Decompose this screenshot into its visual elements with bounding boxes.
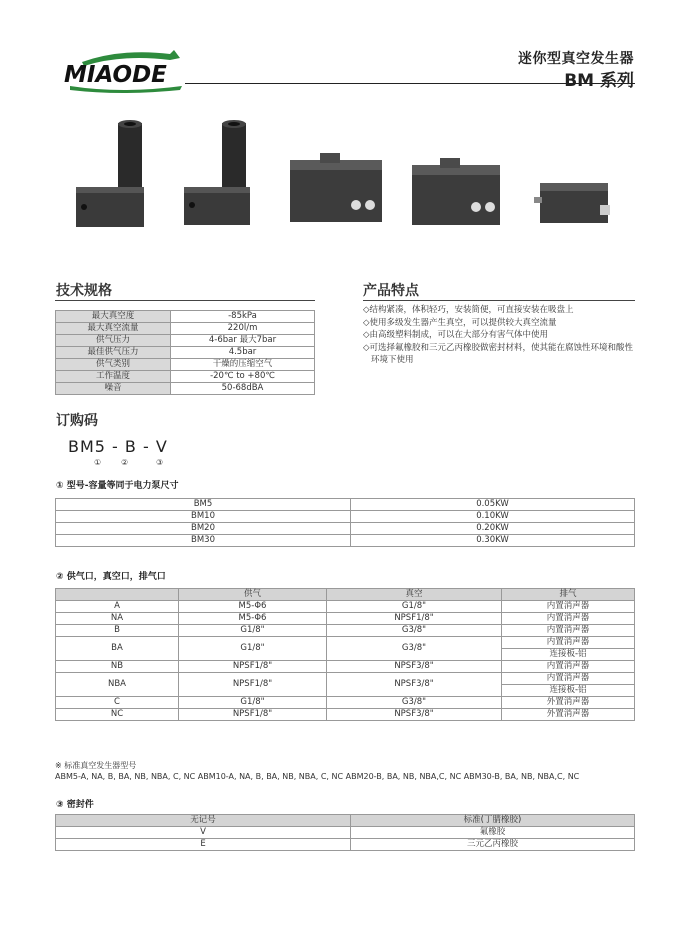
spec-row — [56, 323, 315, 335]
order-code: BM5 - B - V — [68, 437, 168, 456]
port-header: 真空 — [327, 589, 502, 601]
product-bm20 — [412, 158, 500, 225]
port-exhaust: 内置消声器 — [502, 637, 635, 649]
port-supply: G1/8" — [179, 697, 327, 709]
seal-code: V — [56, 827, 351, 839]
features-list — [363, 304, 638, 367]
product-bm5-vertical-1 — [76, 120, 144, 227]
spec-label: 最大真空度 — [56, 311, 171, 323]
port-code: NB — [56, 661, 179, 673]
page-title: 迷你型真空发生器 — [518, 51, 634, 67]
port-header-row — [56, 589, 635, 601]
order-marker-2: ② — [121, 458, 129, 467]
order-title: 订购码 — [56, 413, 98, 429]
spec-value: 干燥的压缩空气 — [171, 359, 315, 371]
feature-item: ◇由高级塑料制成，可以在大部分有害气体中使用 — [363, 330, 549, 340]
seal-table — [55, 814, 635, 851]
standard-models-note: ※ 标准真空发生器型号 — [55, 761, 137, 770]
feature-item: ◇可选择氟橡胶和三元乙丙橡胶做密封材料，使其能在腐蚀性环境和酸性环境下使用 — [363, 342, 634, 365]
model-table — [55, 498, 635, 547]
model-row — [56, 523, 635, 535]
miaode-logo — [62, 46, 188, 94]
model-row — [56, 511, 635, 523]
spec-row — [56, 371, 315, 383]
port-code: NBA — [56, 673, 179, 697]
spec-row — [56, 335, 315, 347]
seal-header: 标准(丁腈橡胶) — [351, 815, 635, 827]
product-bm5-vertical-2 — [184, 120, 250, 225]
port-supply: M5-Φ6 — [179, 613, 327, 625]
port-row — [56, 661, 635, 673]
model-section-title: ① 型号-容量等同于电力泵尺寸 — [56, 481, 179, 491]
port-exhaust: 内置消声器 — [502, 661, 635, 673]
spec-value: 220l/m — [171, 323, 315, 335]
port-supply: NPSF1/8" — [179, 709, 327, 721]
port-code: A — [56, 601, 179, 613]
order-marker-3: ③ — [156, 458, 164, 467]
seal-material: 氟橡胶 — [351, 827, 635, 839]
features-title: 产品特点 — [363, 283, 419, 299]
port-code: B — [56, 625, 179, 637]
port-exhaust: 内置消声器 — [502, 673, 635, 685]
specs-title: 技术规格 — [56, 283, 112, 299]
feature-item: ◇结构紧凑，体积轻巧，安装简便，可直接安装在吸盘上 — [363, 305, 574, 315]
model-code: BM10 — [56, 511, 351, 523]
spec-label: 供气类别 — [56, 359, 171, 371]
model-power: 0.20KW — [351, 523, 635, 535]
port-section-title: ② 供气口，真空口，排气口 — [56, 572, 166, 582]
seal-row — [56, 839, 635, 851]
port-supply: M5-Φ6 — [179, 601, 327, 613]
features-divider — [363, 300, 635, 301]
spec-label: 工作温度 — [56, 371, 171, 383]
port-supply: G1/8" — [179, 625, 327, 637]
product-images — [60, 115, 635, 240]
spec-row — [56, 359, 315, 371]
port-exhaust: 外置消声器 — [502, 709, 635, 721]
port-row — [56, 697, 635, 709]
spec-value: 4.5bar — [171, 347, 315, 359]
spec-label: 噪音 — [56, 383, 171, 395]
spec-label: 最大真空流量 — [56, 323, 171, 335]
spec-label: 供气压力 — [56, 335, 171, 347]
seal-header: 无记号 — [56, 815, 351, 827]
model-power: 0.30KW — [351, 535, 635, 547]
specs-table — [55, 310, 315, 395]
spec-row — [56, 311, 315, 323]
product-bm30 — [534, 183, 610, 223]
port-supply: NPSF1/8" — [179, 673, 327, 697]
standard-models-list: ABM5-A, NA, B, BA, NB, NBA, C, NC ABM10-A, NA, B, BA, NB, NBA, C, NC ABM20-B, BA, NB, NBA,C, NC ABM30-B, BA, NB, NBA,C, NC — [55, 772, 580, 781]
spec-value: 4-6bar 最大7bar — [171, 335, 315, 347]
port-supply: G1/8" — [179, 637, 327, 661]
port-code: NC — [56, 709, 179, 721]
port-header: 排气 — [502, 589, 635, 601]
port-row — [56, 601, 635, 613]
spec-row — [56, 347, 315, 359]
model-row — [56, 499, 635, 511]
spec-value: -85kPa — [171, 311, 315, 323]
seal-header-row — [56, 815, 635, 827]
port-row — [56, 637, 635, 649]
port-supply: NPSF1/8" — [179, 661, 327, 673]
port-code: C — [56, 697, 179, 709]
port-row — [56, 709, 635, 721]
port-vacuum: G3/8" — [327, 637, 502, 661]
model-row — [56, 535, 635, 547]
product-bm10 — [290, 153, 382, 222]
port-exhaust: 内置消声器 — [502, 625, 635, 637]
spec-value: -20℃ to +80℃ — [171, 371, 315, 383]
port-table — [55, 588, 635, 721]
port-exhaust: 连接板-铝 — [502, 649, 635, 661]
port-code: BA — [56, 637, 179, 661]
port-exhaust: 外置消声器 — [502, 697, 635, 709]
seal-section-title: ③ 密封件 — [56, 800, 94, 810]
port-header: 供气 — [179, 589, 327, 601]
model-power: 0.05KW — [351, 499, 635, 511]
model-code: BM20 — [56, 523, 351, 535]
seal-row — [56, 827, 635, 839]
port-row — [56, 613, 635, 625]
port-vacuum: NPSF3/8" — [327, 709, 502, 721]
port-vacuum: G3/8" — [327, 697, 502, 709]
feature-item: ◇使用多级发生器产生真空，可以提供较大真空流量 — [363, 317, 557, 328]
model-code: BM30 — [56, 535, 351, 547]
port-code: NA — [56, 613, 179, 625]
order-marker-1: ① — [94, 458, 102, 467]
port-row — [56, 625, 635, 637]
port-vacuum: G1/8" — [327, 601, 502, 613]
port-exhaust: 内置消声器 — [502, 601, 635, 613]
model-power: 0.10KW — [351, 511, 635, 523]
svg-text:MIAODE: MIAODE — [64, 62, 167, 88]
seal-code: E — [56, 839, 351, 851]
port-vacuum: G3/8" — [327, 625, 502, 637]
port-vacuum: NPSF3/8" — [327, 673, 502, 697]
port-vacuum: NPSF1/8" — [327, 613, 502, 625]
series-title: BM 系列 — [564, 71, 634, 91]
specs-divider — [55, 300, 315, 301]
seal-material: 三元乙丙橡胶 — [351, 839, 635, 851]
port-header — [56, 589, 179, 601]
port-vacuum: NPSF3/8" — [327, 661, 502, 673]
spec-label: 最佳供气压力 — [56, 347, 171, 359]
port-exhaust: 内置消声器 — [502, 613, 635, 625]
port-exhaust: 连接板-铝 — [502, 685, 635, 697]
model-code: BM5 — [56, 499, 351, 511]
port-row — [56, 673, 635, 685]
spec-row — [56, 383, 315, 395]
spec-value: 50-68dBA — [171, 383, 315, 395]
